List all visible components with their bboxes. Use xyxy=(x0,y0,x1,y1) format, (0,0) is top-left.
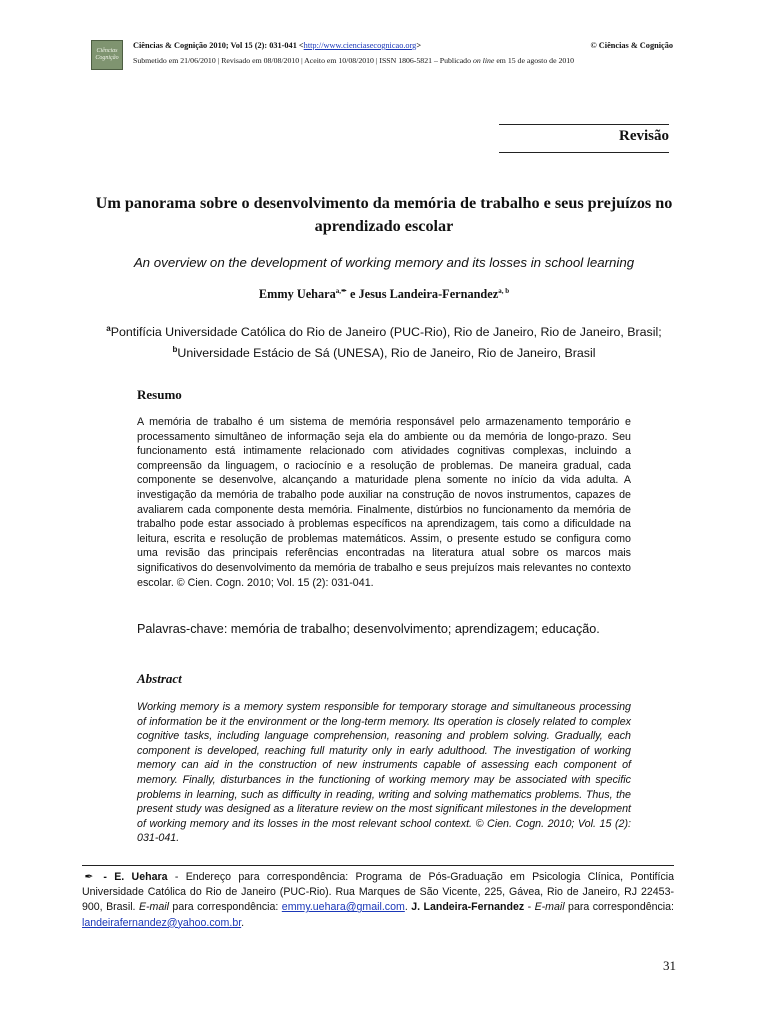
journal-logo xyxy=(91,40,123,70)
abstract-text: Working memory is a memory system responsible for temporary storage and simultaneous processing of information be it the environment or the long-term memory. Its operation is closely related to complex cognitive tasks, including language comprehension, reasoning and problem solving. Gradually, each component is developed, reaching full maturity only in early adulthood. The investigation of working memory can aid in the construction of new instruments capable of assessing each component of memory. Finally, disturbances in the functioning of working memory may be associated with specific problems in learning, such as difficulty in reading, writing and solving mathematics problems. Thus, the present study was designed as a literature review on the most significant milestones in the development of working memory and its losses in the most relevant school context. © Cien. Cogn. 2010; Vol. 15 (2): 031-041. xyxy=(137,701,631,845)
paper-subtitle: An overview on the development of working memory and its losses in school learning xyxy=(133,255,635,270)
author-name: Jesus Landeira-Fernandez xyxy=(358,287,499,302)
submission-dates: Submetido em 21/06/2010 | Revisado em 08/08/2010 | Aceito em 10/08/2010 | ISSN 1806-5821 – Publicado on line em 15 de agosto de 2010 xyxy=(133,56,575,65)
author-list: Emmy Uehara$^{a,✒}$ e Jesus Landeira-Fernandez$^{a, b}$ xyxy=(258,287,510,302)
page-number: 31 xyxy=(663,958,676,973)
section-rule-top xyxy=(499,124,669,125)
email-link[interactable]: emmy.uehara@gmail.com xyxy=(281,901,405,914)
author-name: Emmy Uehara xyxy=(258,287,336,302)
journal-reference: Ciências & Cognição 2010; Vol 15 (2): 031-041 <http://www.cienciasecognicao.org> xyxy=(133,41,422,50)
journal-header xyxy=(133,41,673,50)
pen-icon: ✒ xyxy=(341,287,347,295)
section-label: Revisão xyxy=(619,128,669,144)
logo-text: Ciências xyxy=(96,48,118,54)
keywords: Palavras-chave: memória de trabalho; desenvolvimento; aprendizagem; educação. xyxy=(137,622,600,636)
correspondence-footnote: ✒ - E. Uehara - Endereço para correspondência: Programa de Pós-Graduação em Psicologia Clínica, Pontifícia Universidade Católica do Rio de Janeiro (PUC-Rio). Rua Marques de São Vicente, 225, Gávea, Rio de Janeiro, RJ 22453-900, Brasil. E-mail para correspondência: emmy.uehara@gmail.com. J. Landeira-Fernandez - E-mail para correspondência: landeirafernandez@yahoo.com.br. xyxy=(82,871,674,929)
journal-link[interactable]: http://www.cienciasecognicao.org xyxy=(303,41,417,50)
resumo-text: A memória de trabalho é um sistema de memória responsável pelo armazenamento temporário e processamento simultâneo de informação seja ela do ambiente ou da memória de longo-prazo. Seu funcionamento está intimamente relacionado com atividades cognitivas complexas, incluindo a compreensão da linguagem, o raciocínio e a resolução de problemas. De maneira gradual, cada componente se desenvolve, alcançando a maturidade plena somente no início da vida adulta. A investigação da memória de trabalho pode auxiliar na construção de novos instrumentos, capazes de avaliarem cada componente desta memória. Finalmente, distúrbios no funcionamento da memória de trabalho pode estar associado à problemas específicos na aprendizagem, tais como a dificuldade na leitura, escrita e resolução de problemas matemáticos. Assim, o presente estudo se configura como uma revisão das principais referências encontradas na literatura atual sobre os marcos mais significativos do desenvolvimento da memória de trabalho e seus prejuízos mais relevantes no contexto escolar. © Cien. Cogn. 2010; Vol. 15 (2): 031-041. xyxy=(137,416,631,589)
pen-icon: ✒ xyxy=(84,871,94,883)
abstract-heading: Abstract xyxy=(137,671,182,686)
logo-text: Cognição xyxy=(95,55,119,61)
email-link[interactable]: landeirafernandez@yahoo.com.br xyxy=(82,916,242,929)
paper-title: Um panorama sobre o desenvolvimento da memória de trabalho e seus prejuízos no aprendizado escolar xyxy=(95,194,673,235)
section-rule-bottom xyxy=(499,152,669,153)
resumo-heading: Resumo xyxy=(137,387,182,402)
footnote-rule xyxy=(82,865,674,866)
affiliations: $^a$Pontifícia Universidade Católica do Rio de Janeiro (PUC-Rio), Rio de Janeiro, Rio de Janeiro, Brasil; $^b$Universidade Estácio de Sá (UNESA), Rio de Janeiro, Rio de Janeiro, Brasil xyxy=(106,324,662,361)
copyright: © Ciências & Cognição xyxy=(590,41,673,50)
keywords-label: Palavras-chave xyxy=(137,622,224,636)
